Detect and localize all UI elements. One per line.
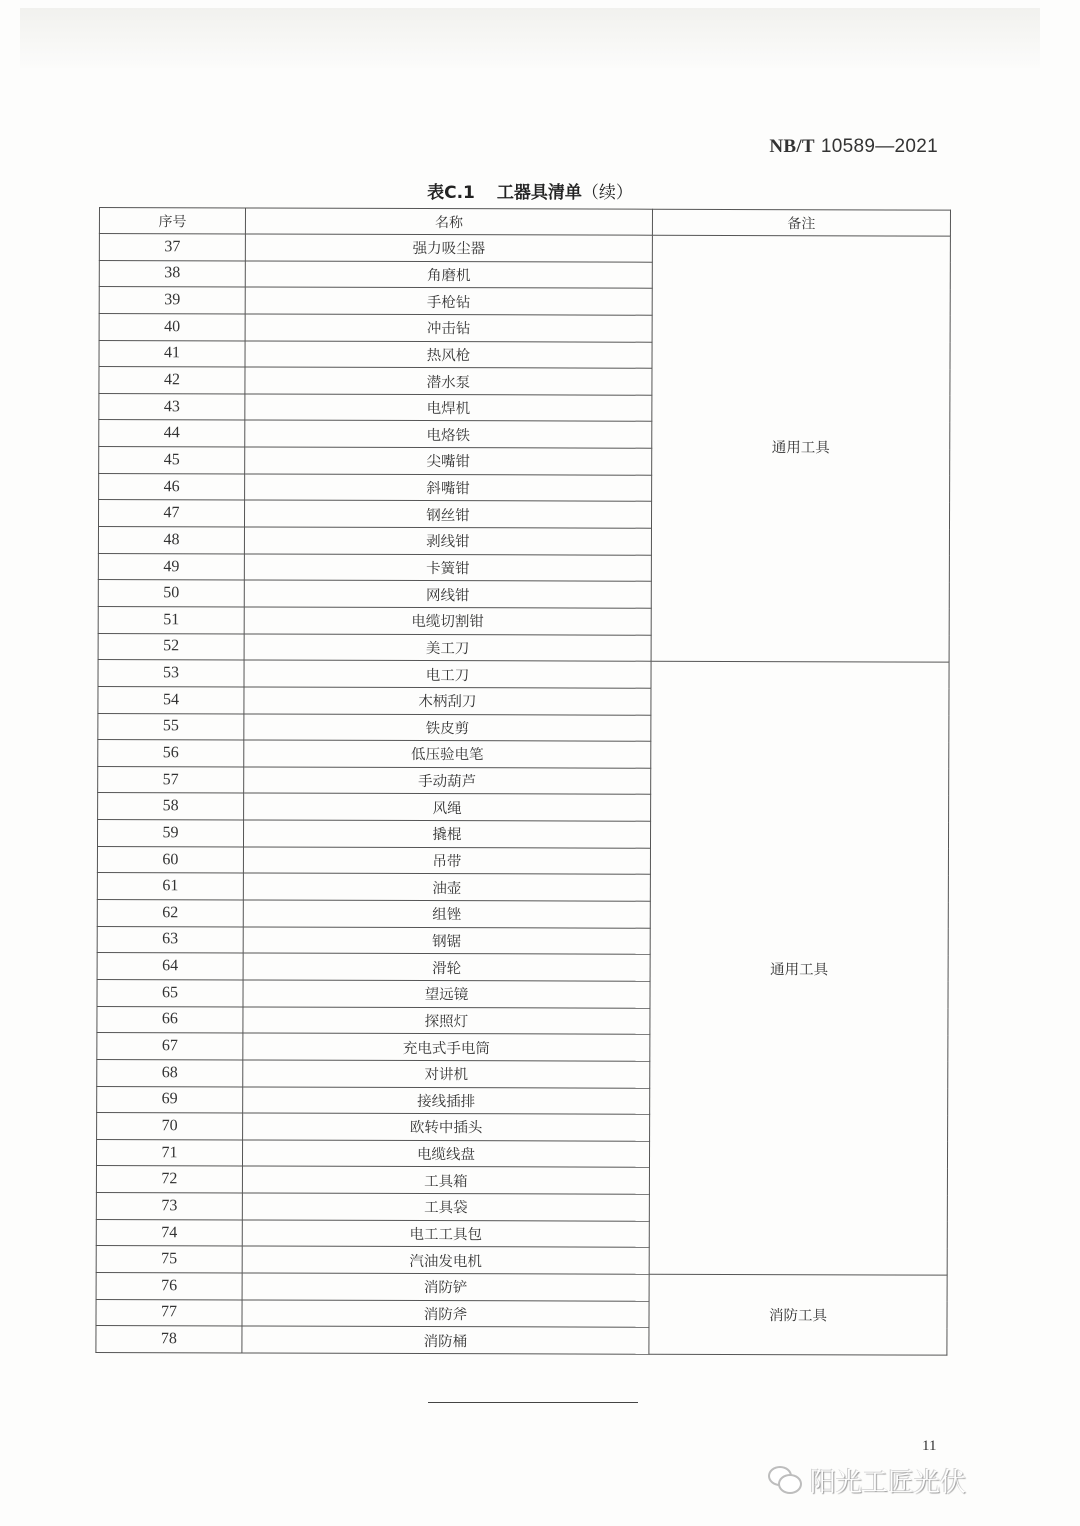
tool-name: 接线插排 <box>243 1086 650 1114</box>
row-number: 68 <box>97 1059 243 1086</box>
scan-shadow <box>20 8 1040 68</box>
row-number: 49 <box>98 553 244 580</box>
row-number: 39 <box>99 287 245 314</box>
col-header-remark: 备注 <box>652 209 950 236</box>
row-number: 65 <box>97 979 243 1006</box>
col-header-name: 名称 <box>245 208 652 235</box>
row-number: 77 <box>96 1299 242 1326</box>
tool-name: 充电式手电筒 <box>243 1033 650 1061</box>
row-number: 38 <box>99 260 245 287</box>
remark-cell: 通用工具 <box>649 661 949 1275</box>
row-number: 74 <box>96 1219 242 1246</box>
tool-name: 组锉 <box>243 900 650 928</box>
tool-name: 热风枪 <box>245 341 652 369</box>
row-number: 72 <box>96 1166 242 1193</box>
tool-name: 汽油发电机 <box>242 1246 649 1274</box>
tool-name: 强力吸尘器 <box>245 234 652 262</box>
row-number: 42 <box>99 367 245 394</box>
tool-name: 工具箱 <box>242 1166 649 1194</box>
remark-cell: 消防工具 <box>649 1274 947 1355</box>
tool-name: 低压验电笔 <box>244 740 651 768</box>
tool-name: 消防斧 <box>242 1300 649 1328</box>
remark-cell: 通用工具 <box>651 235 950 662</box>
tool-name: 电工工具包 <box>242 1220 649 1248</box>
tool-name: 手动葫芦 <box>244 767 651 795</box>
row-number: 55 <box>98 713 244 740</box>
table-continued: （续） <box>581 183 633 203</box>
row-number: 50 <box>98 580 244 607</box>
end-of-table-rule <box>428 1402 638 1403</box>
tool-name: 消防桶 <box>242 1326 649 1354</box>
row-number: 44 <box>99 420 245 447</box>
row-number: 67 <box>97 1033 243 1060</box>
row-number: 58 <box>98 793 244 820</box>
watermark <box>768 1460 966 1500</box>
row-number: 56 <box>98 740 244 767</box>
tool-name: 美工刀 <box>244 634 651 662</box>
tool-name: 电烙铁 <box>245 420 652 448</box>
row-number: 43 <box>99 393 245 420</box>
standard-number: 10589—2021 <box>820 136 938 157</box>
table-row <box>96 1272 947 1301</box>
tool-name: 欧转中插头 <box>243 1113 650 1141</box>
tool-name: 电缆线盘 <box>242 1140 649 1168</box>
table-label: 表C.1 <box>427 183 475 203</box>
col-header-no: 序号 <box>99 208 245 234</box>
tool-name: 潜水泵 <box>245 367 652 395</box>
row-number: 46 <box>99 473 245 500</box>
tool-name: 斜嘴钳 <box>245 474 652 502</box>
row-number: 53 <box>98 660 244 687</box>
tool-name: 角磨机 <box>245 261 652 289</box>
row-number: 48 <box>98 527 244 554</box>
tool-name: 钢锯 <box>243 927 650 955</box>
tool-name: 油壶 <box>243 873 650 901</box>
tool-name: 消防铲 <box>242 1273 649 1301</box>
tool-name: 工具袋 <box>242 1193 649 1221</box>
tool-name: 电缆切割钳 <box>244 607 651 635</box>
row-number: 47 <box>98 500 244 527</box>
standard-prefix: NB/T <box>769 136 815 157</box>
row-number: 52 <box>98 633 244 660</box>
tool-name: 铁皮剪 <box>244 713 651 741</box>
standard-code <box>769 136 938 158</box>
row-number: 63 <box>97 926 243 953</box>
row-number: 60 <box>97 846 243 873</box>
row-number: 62 <box>97 900 243 927</box>
page-number: 11 <box>922 1438 937 1454</box>
row-number: 73 <box>96 1193 242 1220</box>
row-number: 64 <box>97 953 243 980</box>
row-number: 78 <box>96 1326 242 1353</box>
table-row <box>98 660 949 689</box>
row-number: 51 <box>98 606 244 633</box>
row-number: 71 <box>96 1139 242 1166</box>
watermark-text: 阳光工匠光伏 <box>810 1467 967 1498</box>
tool-name: 探照灯 <box>243 1007 650 1035</box>
tool-name: 网线钳 <box>244 580 651 608</box>
row-number: 41 <box>99 340 245 367</box>
table-row <box>99 234 950 263</box>
tool-name: 手枪钻 <box>245 287 652 315</box>
tool-name: 望远镜 <box>243 980 650 1008</box>
tool-name: 剥线钳 <box>244 527 651 555</box>
tool-name: 冲击钻 <box>245 314 652 342</box>
row-number: 54 <box>98 686 244 713</box>
tool-name: 滑轮 <box>243 953 650 981</box>
table-caption: 工器具清单 <box>496 183 582 203</box>
table-header-row <box>99 208 950 237</box>
tool-name: 尖嘴钳 <box>245 447 652 475</box>
tool-name: 卡簧钳 <box>244 554 651 582</box>
table-title <box>0 178 1060 203</box>
row-number: 76 <box>96 1272 242 1299</box>
tool-name: 木柄刮刀 <box>244 687 651 715</box>
row-number: 75 <box>96 1246 242 1273</box>
tool-name: 对讲机 <box>243 1060 650 1088</box>
wechat-icon <box>768 1466 802 1494</box>
row-number: 61 <box>97 873 243 900</box>
tool-name: 电焊机 <box>245 394 652 422</box>
row-number: 70 <box>97 1113 243 1140</box>
tool-name: 撬棍 <box>243 820 650 848</box>
tool-name: 电工刀 <box>244 660 651 688</box>
row-number: 66 <box>97 1006 243 1033</box>
tool-name: 钢丝钳 <box>244 500 651 528</box>
tool-name: 风绳 <box>244 793 651 821</box>
row-number: 45 <box>99 447 245 474</box>
row-number: 69 <box>97 1086 243 1113</box>
row-number: 57 <box>98 766 244 793</box>
tool-name: 吊带 <box>243 847 650 875</box>
row-number: 59 <box>97 820 243 847</box>
tool-list-table <box>95 207 951 1356</box>
row-number: 40 <box>99 313 245 340</box>
row-number: 37 <box>99 234 245 261</box>
